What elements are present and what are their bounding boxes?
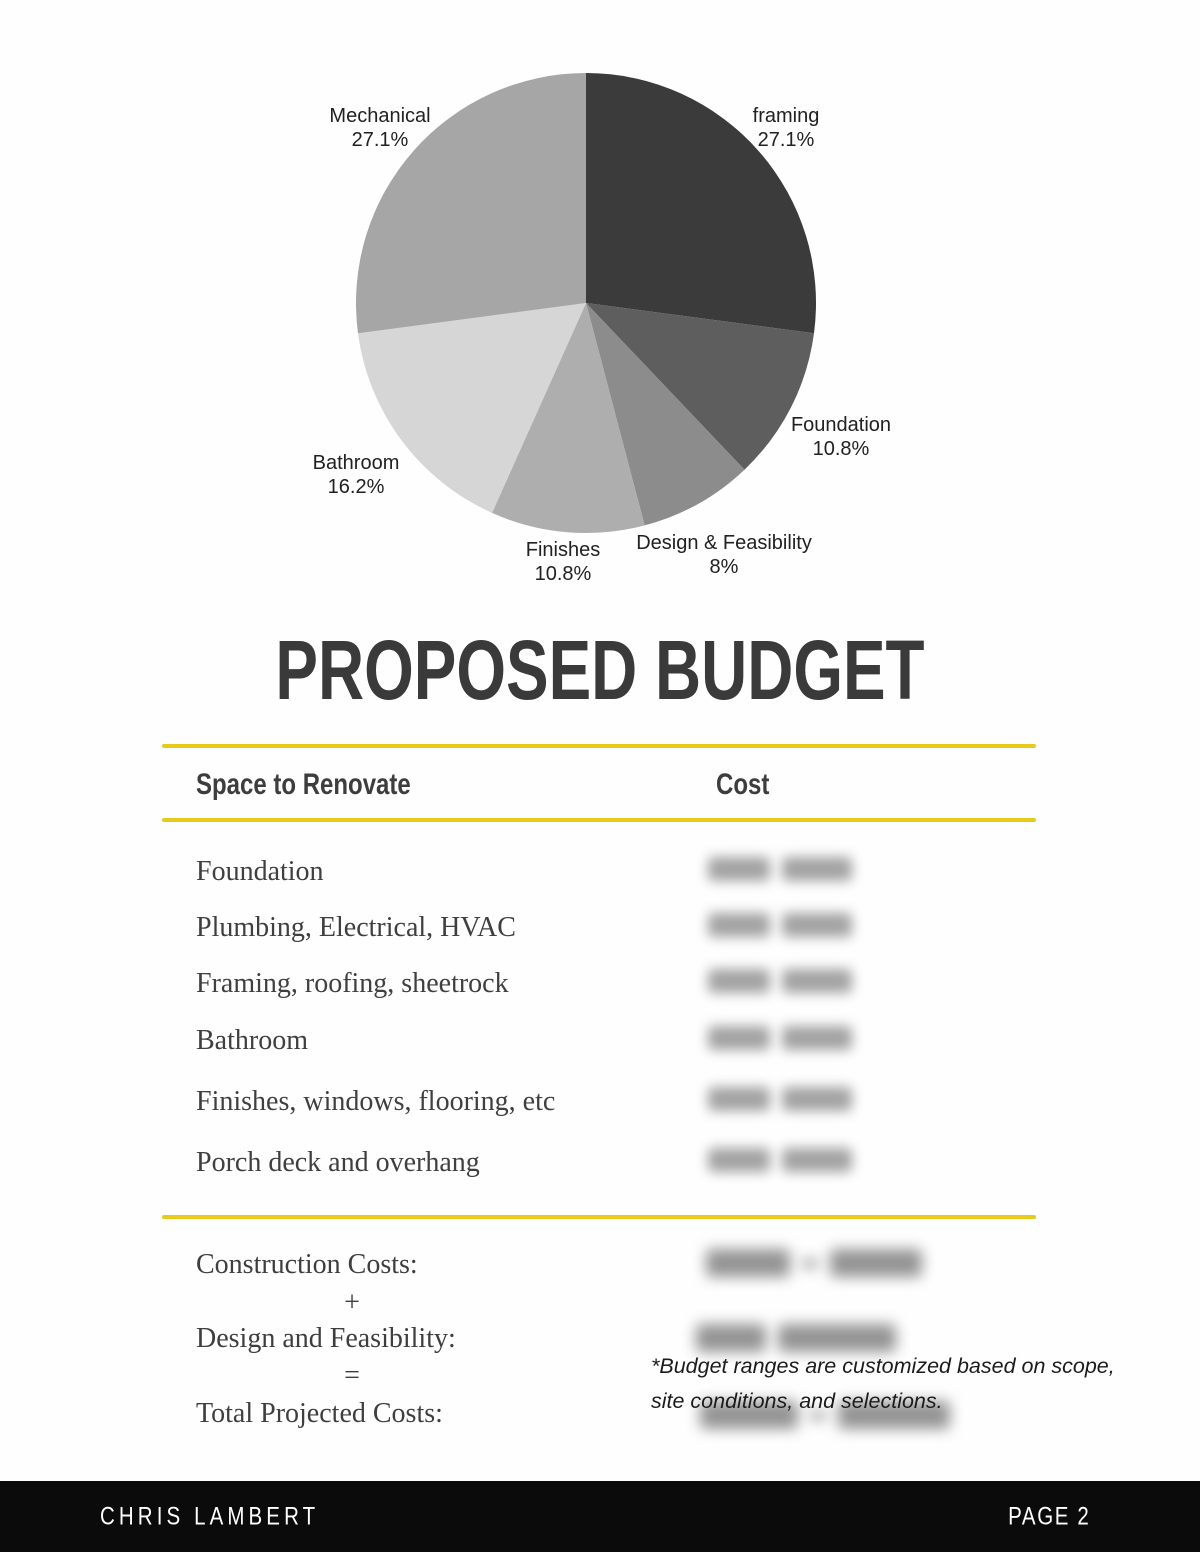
column-header-cost: Cost: [716, 768, 770, 801]
pie-label-percent: 8%: [709, 556, 739, 578]
pie-label-percent: 10.8%: [534, 563, 592, 585]
table-row: [0, 1021, 1200, 1061]
table-row: [0, 852, 1200, 892]
row-cost-redacted: [708, 854, 852, 884]
pie-label-name: Mechanical: [329, 105, 431, 127]
author-name: CHRIS LAMBERT: [100, 1502, 320, 1530]
divider-summary: [162, 1215, 1036, 1219]
plus-operator: +: [344, 1287, 360, 1318]
budget-note-line2: site conditions, and selections.: [651, 1389, 943, 1413]
divider-header: [162, 818, 1036, 822]
summary-label-total: Total Projected Costs:: [196, 1398, 443, 1429]
row-cost-redacted: [708, 966, 852, 996]
blurred-cost-blob: [782, 1148, 852, 1172]
blurred-cost-blob: [782, 1026, 852, 1050]
row-cost-redacted: [708, 910, 852, 940]
blurred-value-blob: [778, 1324, 896, 1352]
pie-label-percent: 10.8%: [812, 438, 870, 460]
table-row: [0, 1143, 1200, 1183]
pie-label-name: Foundation: [790, 414, 892, 436]
row-label: Foundation: [196, 856, 324, 887]
page-number: PAGE 2: [1007, 1502, 1090, 1530]
blurred-cost-blob: [708, 969, 770, 993]
blurred-cost-blob: [782, 1087, 852, 1111]
blurred-cost-blob: [782, 857, 852, 881]
pie-label-bathroom: [313, 451, 400, 499]
pie-label-percent: 27.1%: [351, 129, 409, 151]
row-cost-redacted: [708, 1023, 852, 1053]
pie-label-mechanical: [329, 104, 430, 152]
table-row: [0, 1082, 1200, 1122]
pie-label-name: framing: [752, 105, 820, 127]
row-label: Bathroom: [196, 1025, 308, 1056]
budget-note-line1: *Budget ranges are customized based on scope,: [651, 1354, 1115, 1378]
pie-label-percent: 27.1%: [757, 129, 815, 151]
row-cost-redacted: [708, 1084, 852, 1114]
pie-label-design-feasibility: [636, 531, 812, 579]
pie-label-foundation: [791, 413, 891, 461]
equals-operator: =: [344, 1360, 360, 1391]
blurred-cost-blob: [708, 1148, 770, 1172]
pie-label-name: Finishes: [525, 539, 601, 561]
summary-label-design: Design and Feasibility:: [196, 1323, 456, 1354]
divider-top: [162, 744, 1036, 748]
blurred-cost-blob: [708, 1026, 770, 1050]
pie-label-name: Design & Feasibility: [636, 532, 812, 554]
blurred-value-blob: [696, 1324, 766, 1352]
table-row: [0, 908, 1200, 948]
row-label: Finishes, windows, flooring, etc: [196, 1086, 556, 1117]
budget-note: [651, 1349, 1131, 1419]
row-label: Porch deck and overhang: [196, 1147, 480, 1178]
construction-cost-redacted: [706, 1246, 922, 1280]
blurred-dash-blob: [802, 1259, 818, 1268]
pie-label-finishes: [526, 538, 600, 586]
blurred-cost-blob: [708, 857, 770, 881]
row-label: Plumbing, Electrical, HVAC: [196, 912, 516, 943]
pie-label-percent: 16.2%: [327, 476, 385, 498]
blurred-cost-blob: [708, 913, 770, 937]
table-row: [0, 964, 1200, 1004]
row-label: Framing, roofing, sheetrock: [196, 968, 509, 999]
blurred-cost-blob: [782, 969, 852, 993]
pie-label-name: Bathroom: [312, 452, 400, 474]
page-footer: [0, 1481, 1200, 1552]
blurred-cost-blob: [782, 913, 852, 937]
blurred-cost-blob: [708, 1087, 770, 1111]
summary-label-construction: Construction Costs:: [196, 1249, 418, 1280]
pie-chart-labels: [0, 0, 1200, 600]
page-title: PROPOSED BUDGET: [275, 623, 925, 717]
pie-label-framing: [753, 104, 820, 152]
blurred-value-blob: [706, 1249, 790, 1277]
column-header-space: Space to Renovate: [196, 768, 411, 801]
row-cost-redacted: [708, 1145, 852, 1175]
blurred-value-blob: [830, 1249, 922, 1277]
